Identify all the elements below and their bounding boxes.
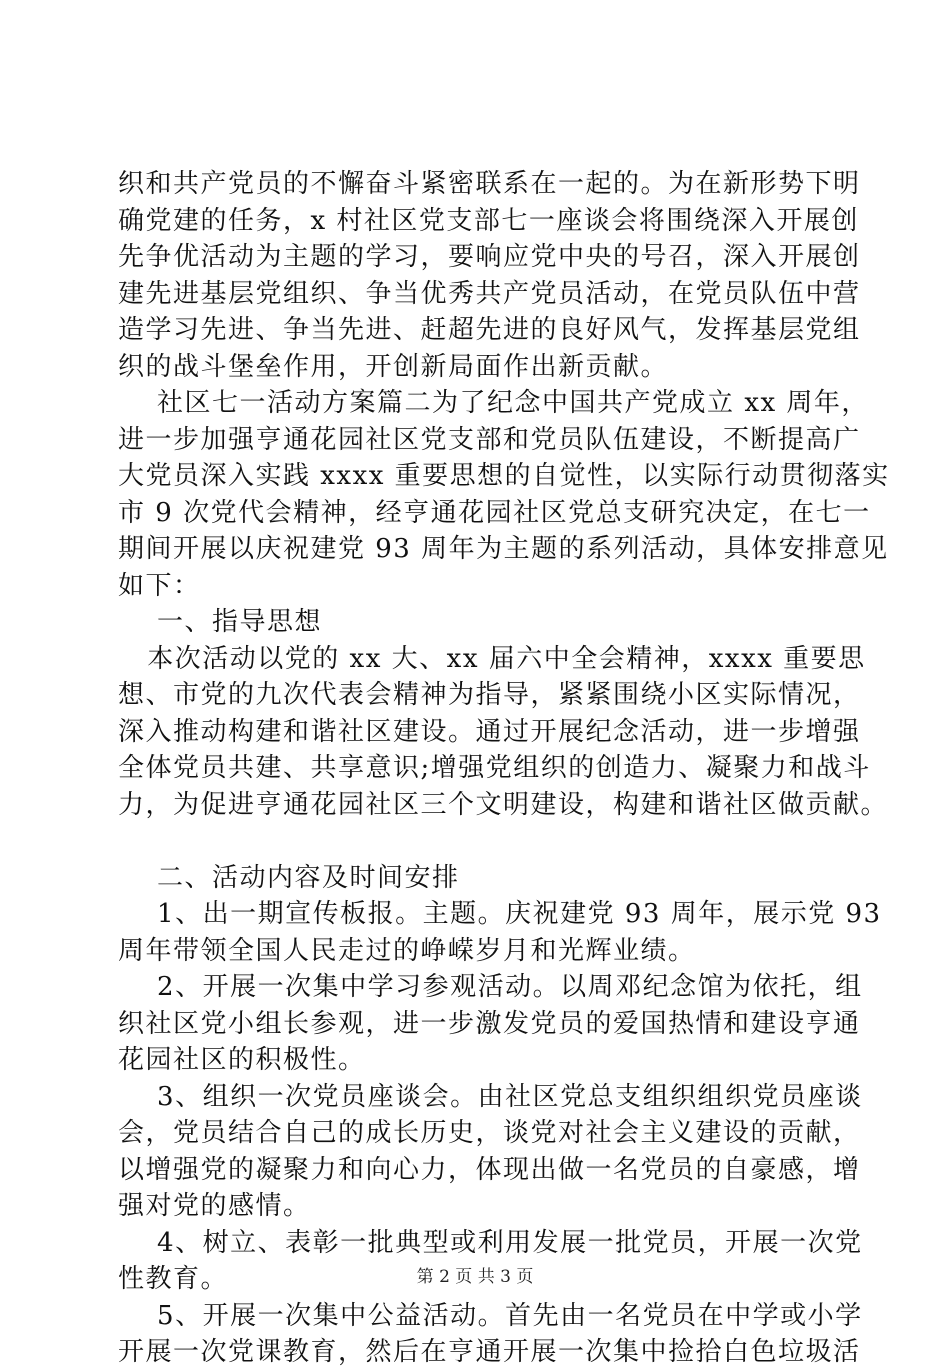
text-line: 花园社区的积极性。 (118, 1045, 366, 1075)
text-line: 建先进基层党组织、争当优秀共产党员活动，在党员队伍中营 (118, 278, 861, 309)
text-line: 深入推动构建和谐社区建设。通过开展纪念活动，进一步增强 (118, 716, 861, 747)
text-line: 强对党的感情。 (118, 1191, 311, 1221)
text-line: 会，党员结合自己的成长历史，谈党对社会主义建设的贡献， (118, 1118, 861, 1148)
text-line: 织社区党小组长参观，进一步激发党员的爱国热情和建设亨通 (118, 1008, 861, 1039)
text-line: 先争优活动为主题的学习，要响应党中央的号召，深入开展创 (118, 242, 861, 272)
text-line (118, 823, 838, 859)
text-line: 性教育。 (118, 1264, 229, 1294)
text-line: 开展一次党课教育，然后在亨通开展一次集中捡拾白色垃圾活 (118, 1337, 861, 1367)
text-line: 二、活动内容及时间安排 (118, 862, 460, 893)
text-line: 5、开展一次集中公益活动。首先由一名党员在中学或小学 (118, 1300, 863, 1331)
text-line: 想、市党的九次代表会精神为指导，紧紧围绕小区实际情况， (118, 680, 861, 710)
text-line: 大党员深入实践 xxxx 重要思想的自觉性，以实际行动贯彻落实 (118, 461, 890, 491)
text-line: 4、树立、表彰一批典型或利用发展一批党员，开展一次党 (118, 1227, 863, 1258)
text-line: 织和共产党员的不懈奋斗紧密联系在一起的。为在新形势下明 (118, 169, 861, 199)
page-footer: 第 2 页 共 3 页 (416, 1267, 534, 1287)
text-line: 造学习先进、争当先进、赶超先进的良好风气，发挥基层党组 (118, 315, 861, 345)
text-line: 期间开展以庆祝建党 93 周年为主题的系列活动，具体安排意见 (118, 534, 889, 564)
text-line: 周年带领全国人民走过的峥嵘岁月和光辉业绩。 (118, 935, 696, 966)
text-line: 进一步加强亨通花园社区党支部和党员队伍建设，不断提高广 (118, 424, 861, 455)
text-line: 确党建的任务，x 村社区党支部七一座谈会将围绕深入开展创 (118, 205, 859, 236)
text-line: 本次活动以党的 xx 大、xx 届六中全会精神，xxxx 重要思 (118, 643, 866, 674)
text-line: 2、开展一次集中学习参观活动。以周邓纪念馆为依托，组 (118, 972, 863, 1002)
text-line: 3、组织一次党员座谈会。由社区党总支组织组织党员座谈 (118, 1081, 863, 1112)
text-line: 一、指导思想 (118, 607, 323, 637)
text-line: 织的战斗堡垒作用，开创新局面作出新贡献。 (118, 351, 669, 382)
text-line: 力，为促进亨通花园社区三个文明建设，构建和谐社区做贡献。 (118, 789, 889, 820)
text-line: 市 9 次党代会精神，经亨通花园社区党总支研究决定，在七一 (118, 497, 871, 528)
text-line: 全体党员共建、共享意识;增强党组织的创造力、凝聚力和战斗 (118, 753, 871, 783)
text-line: 社区七一活动方案篇二为了纪念中国共产党成立 xx 周年， (118, 388, 869, 418)
text-line: 以增强党的凝聚力和向心力，体现出做一名党员的自豪感，增 (118, 1154, 861, 1185)
text-line: 1、出一期宣传板报。主题。庆祝建党 93 周年，展示党 93 (118, 899, 882, 929)
text-line: 如下： (118, 570, 201, 601)
